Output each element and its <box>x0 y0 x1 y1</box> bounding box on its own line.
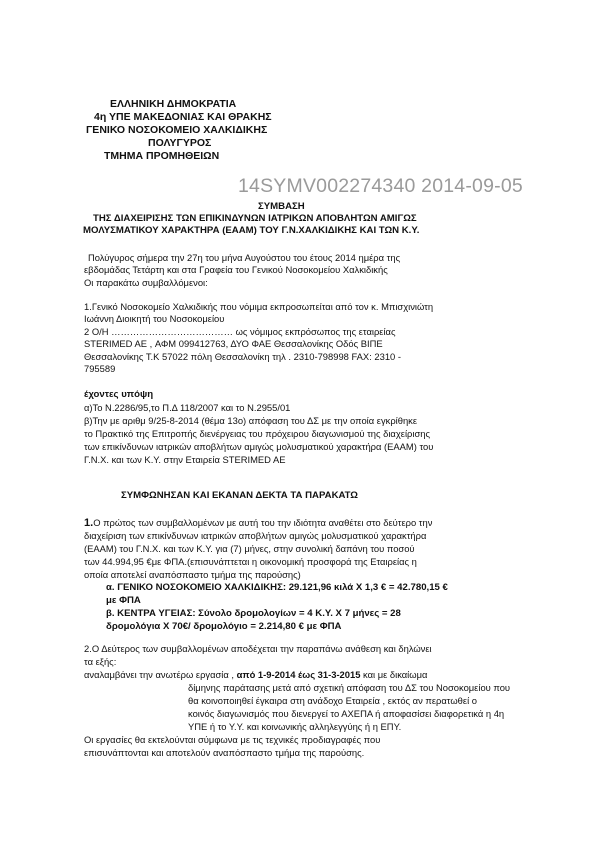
having-item-b-line-2: το Πρακτικό της Επιτροπής διενέργειας του πρόχειρου διαγωνισμού της διαχείρισης <box>84 428 430 439</box>
contract-period: από 1-9-2014 έως 31-3-2015 <box>236 669 361 680</box>
intro-line-2: εβδομάδας Τετάρτη και στα Γραφεία του Γενικού Νοσοκομείου Χαλκιδικής <box>84 264 388 275</box>
party-1-line-1: 1.Γενικό Νοσοκομείο Χαλκιδικής που νόμιμα εκπροσωπείται από τον κ. Μπισχινιώτη <box>84 301 434 312</box>
having-item-b-line-4: Γ.Ν.Χ. και των Κ.Υ. στην Εταιρεία STERIMED AE <box>84 454 286 465</box>
header-line-5: ΤΜΗΜΑ ΠΡΟΜΗΘΕΙΩΝ <box>104 150 220 162</box>
having-item-a: α)Το Ν.2286/95,το Π.Δ 118/2007 και το Ν.2955/01 <box>84 402 291 413</box>
party-2-line-3: Θεσσαλονίκης Τ.Κ 57022 πόλη Θεσσαλονίκη τηλ . 2310-798998 FAX: 2310 - <box>84 351 401 362</box>
clause-2-line-1: 2.Ο Δεύτερος των συμβαλλομένων αποδέχεται την παραπάνω ανάθεση και δηλώνει <box>84 643 432 654</box>
title-line-3: ΜΟΛΥΣΜΑΤΙΚΟΥ ΧΑΡΑΚΤΗΡΑ (ΕΑΑΜ) ΤΟΥ Γ.Ν.ΧΑΛΚΙΔΙΚΗΣ ΚΑΙ ΤΩΝ Κ.Υ. <box>83 225 420 236</box>
clause-2-line-6: κοινός διαγωνισμός που διενεργεί το ΑΧΕΠΑ ή αποφασίσει διαφορετικά η 4η <box>188 708 505 719</box>
clause-2-line-2: τα εξής: <box>84 656 117 667</box>
clause-2-line-7: ΥΠΕ ή το Υ.Υ. και κοινωνικής αλληλεγγύης ή η ΕΠΥ. <box>188 721 402 732</box>
party-2-line-4: 795589 <box>84 363 116 374</box>
intro-line-3: Οι παρακάτω συμβαλλόμενοι: <box>84 277 208 288</box>
agreed-heading: ΣΥΜΦΩΝΗΣΑΝ ΚΑΙ ΕΚΑΝΑΝ ΔΕΚΤΑ ΤΑ ΠΑΡΑΚΑΤΩ <box>121 490 359 501</box>
document-id-stamp: 14SYMV002274340 2014-09-05 <box>238 175 523 197</box>
clause-2-line-3: αναλαμβάνει την ανωτέρω εργασία , από 1-9-2014 έως 31-3-2015 και με δικαίωμα <box>84 669 428 680</box>
clause-1-item-b-line-1: β. ΚΕΝΤΡΑ ΥΓΕΙΑΣ: Σύνολο δρομολογίων = 4 Κ.Υ. Χ 7 μήνες = 28 <box>106 608 401 619</box>
clause-2-line-9: επισυνάπτονται και αποτελούν αναπόσπαστο τμήμα της παρούσης. <box>84 747 365 758</box>
clause-1-line-5: οποία αποτελεί αναπόσπαστο τμήμα της παρούσης) <box>84 569 301 580</box>
title-line-2: ΤΗΣ ΔΙΑΧΕΙΡΙΣΗΣ ΤΩΝ ΕΠΙΚΙΝΔΥΝΩΝ ΙΑΤΡΙΚΩΝ ΑΠΟΒΛΗΤΩΝ ΑΜΙΓΩΣ <box>93 213 417 224</box>
party-1-line-2: Ιωάννη Διοικητή του Νοσοκομείου <box>84 313 225 324</box>
party-2-line-2: STERIMED AE , ΑΦΜ 099412763, ΔΥΟ ΦΑΕ Θεσσαλονίκης Οδός ΒΙΠΕ <box>84 338 383 349</box>
clause-2-line-5: θα κοινοποιηθεί έγκαιρα στη ανάδοχο Εταιρεία , εκτός αν περατωθεί ο <box>188 695 477 706</box>
clause-2-line-4: δίμηνης παράτασης μετά από σχετική απόφαση του ΔΣ του Νοσοκομείου που <box>188 682 511 693</box>
clause-2-line-8: Οι εργασίες θα εκτελούνται σύμφωνα με τις τεχνικές προδιαγραφές που <box>84 734 381 745</box>
having-item-b-line-3: των επικίνδυνων ιατρικών αποβλήτων αμιγώς μολυσματικού χαρακτήρα (ΕΑΑΜ) του <box>84 441 434 452</box>
header-line-1: ΕΛΛΗΝΙΚΗ ΔΗΜΟΚΡΑΤΙΑ <box>110 98 237 110</box>
clause-1-line-3: (ΕΑΑΜ) του Γ.Ν.Χ. και των Κ.Υ. για (7) μήνες, στην συνολική δαπάνη του ποσού <box>84 543 415 554</box>
clause-1-item-b-line-2: δρομολόγια Χ 70€/ δρομολόγιο = 2.214,80 € με ΦΠΑ <box>106 621 342 632</box>
clause-1-line-1: 1.Ο πρώτος των συμβαλλομένων με αυτή του την ιδιότητα αναθέτει στο δεύτερο την <box>84 517 433 529</box>
intro-line-1: Πολύγυρος σήμερα την 27η του μήνα Αυγούστου του έτους 2014 ημέρα της <box>88 252 401 263</box>
title-line-1: ΣΥΜΒΑΣΗ <box>258 201 305 212</box>
clause-1-item-a-line-2: με ΦΠΑ <box>106 595 141 606</box>
having-heading: έχοντες υπόψη <box>84 389 154 400</box>
header-line-3: ΓΕΝΙΚΟ ΝΟΣΟΚΟΜΕΙΟ ΧΑΛΚΙΔΙΚΗΣ <box>86 124 268 136</box>
clause-1-line-4: των 44.994,95 €με ΦΠΑ.(επισυνάπτεται η οικονομική προσφορά της Εταιρείας η <box>84 556 417 567</box>
clause-1-number: 1. <box>84 517 94 529</box>
having-item-b-line-1: β)Την με αριθμ 9/25-8-2014 (θέμα 13ο) απόφαση του ΔΣ με την οποία εγκρίθηκε <box>84 415 418 426</box>
party-2-line-1: 2 Ο/Η ………………………………… ως νόμιμος εκπρόσωπος της εταιρείας <box>84 326 396 337</box>
clause-1-item-a-line-1: α. ΓΕΝΙΚΟ ΝΟΣΟΚΟΜΕΙΟ ΧΑΛΚΙΔΙΚΗΣ: 29.121,96 κιλά Χ 1,3 € = 42.780,15 € <box>106 582 448 593</box>
clause-1-line-2: διαχείριση των επικίνδυνων ιατρικών αποβλήτων αμιγώς μολυσματικού χαρακτήρα <box>84 530 427 541</box>
header-line-4: ΠΟΛΥΓΥΡΟΣ <box>148 137 212 149</box>
header-line-2: 4η ΥΠΕ ΜΑΚΕΔΟΝΙΑΣ ΚΑΙ ΘΡΑΚΗΣ <box>94 111 272 123</box>
